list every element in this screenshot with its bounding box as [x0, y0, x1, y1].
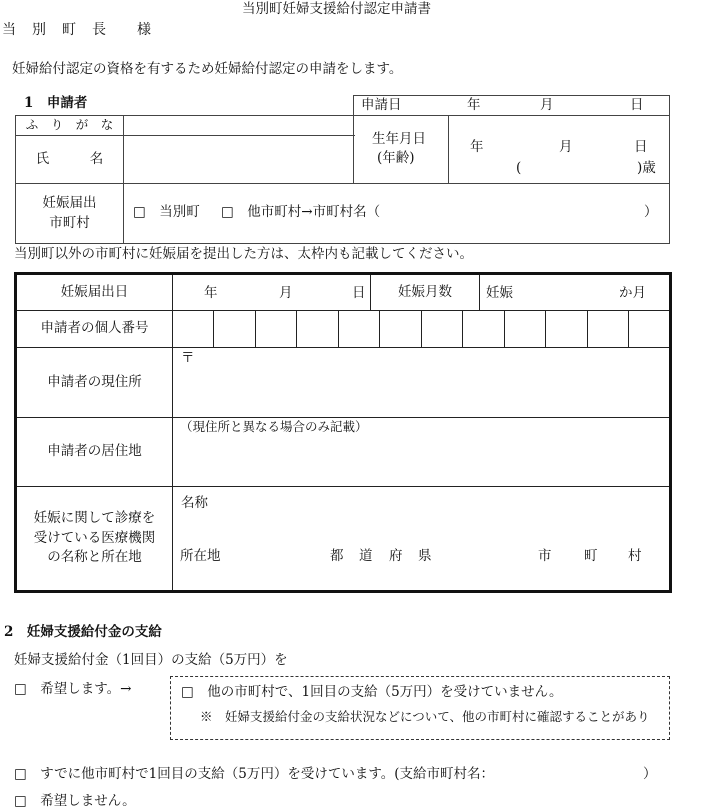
checkbox-other-municipality[interactable]: □ 他市町村→市町村名（: [221, 204, 381, 220]
already-close-paren: ）: [643, 766, 657, 782]
clinic-label: [17, 487, 172, 590]
pregnancy-notice-label-line2: 市町村: [49, 214, 90, 231]
name-input[interactable]: [124, 136, 353, 183]
age-open-paren: (: [516, 160, 522, 176]
personal-number-digit[interactable]: [505, 311, 545, 347]
current-address-input[interactable]: [173, 348, 669, 417]
birthdate-day: 日: [634, 139, 648, 155]
current-address-label: 申請者の現住所: [47, 373, 142, 390]
clinic-label-line1: 妊娠に関して診療を: [33, 510, 156, 527]
municipality-close-paren: ）: [644, 204, 658, 220]
pref-char-do: 道: [359, 548, 373, 564]
clinic-label-line3: の名称と所在地: [47, 549, 142, 566]
section1-heading: 1 申請者: [24, 95, 88, 111]
birthdate-month: 月: [559, 139, 573, 155]
confirmation-note: ※ 妊婦支援給付金の支給状況などについて、他の市町村に確認することがあり: [200, 709, 650, 724]
personal-number-digit[interactable]: [339, 311, 379, 347]
pref-char-to: 都: [330, 548, 344, 564]
personal-number-digit[interactable]: [173, 311, 213, 347]
city-char-shi: 市: [538, 548, 552, 564]
birthdate-label: 生年月日: [372, 131, 426, 147]
application-date-month: 月: [540, 97, 554, 113]
checkbox-already-received[interactable]: □ すでに他市町村で1回目の支給（5万円）を受けています。(支給市町村名：: [14, 766, 495, 782]
personal-number-digit[interactable]: [588, 311, 628, 347]
clinic-name-input[interactable]: [215, 490, 665, 516]
months-unit: か月: [619, 285, 646, 301]
clinic-name-label: 名称: [181, 495, 208, 511]
personal-number-digit[interactable]: [380, 311, 421, 347]
clinic-location-label: 所在地: [180, 548, 221, 564]
other-municipality-input[interactable]: [400, 200, 645, 224]
personal-number-digit[interactable]: [629, 311, 669, 347]
checkbox-not-received[interactable]: □ 他の市町村で、1回目の支給（5万円）を受けていません。: [181, 684, 563, 700]
pregnancy-notice-label-line1: 妊娠届出: [42, 194, 97, 211]
pregnancy-notice-municipality-label: [16, 184, 123, 243]
notice-date-day: 日: [352, 285, 366, 301]
birthdate-year: 年: [470, 139, 484, 155]
checkbox-tobetsu[interactable]: □ 当別町: [133, 204, 200, 220]
personal-number-digit[interactable]: [256, 311, 296, 347]
postal-mark: 〒: [181, 350, 195, 366]
notice-date-year: 年: [204, 285, 218, 301]
paying-municipality-input[interactable]: [555, 762, 643, 784]
personal-number-digit[interactable]: [422, 311, 462, 347]
addressee: 当 別 町 長 様: [2, 22, 152, 38]
application-date-label: 申請日: [361, 97, 402, 113]
application-date-day: 日: [630, 97, 644, 113]
age-unit: )歳: [637, 160, 656, 176]
city-char-mura: 村: [628, 548, 642, 564]
section2-heading: 2 妊婦支援給付金の支給: [4, 624, 162, 640]
notice-date-month: 月: [279, 285, 293, 301]
pref-char-fu: 府: [389, 548, 403, 564]
application-date-year: 年: [467, 97, 481, 113]
note-text: 当別町以外の市町村に妊娠届を提出した方は、太枠内も記載してください。: [14, 246, 473, 262]
furigana-label: ふ り が な: [25, 117, 114, 133]
personal-number-label: 申請者の個人番号: [40, 320, 149, 337]
section2-intro: 妊婦支援給付金（1回目）の支給（5万円）を: [14, 652, 288, 668]
clinic-location-input[interactable]: [230, 542, 665, 572]
personal-number-digit[interactable]: [546, 311, 587, 347]
city-char-machi: 町: [584, 548, 598, 564]
notice-date-label: 妊娠届出日: [60, 283, 129, 300]
residence-input[interactable]: [173, 436, 669, 486]
age-label: (年齢): [377, 150, 415, 166]
pref-char-ken: 県: [418, 548, 432, 564]
name-label: 氏 名: [35, 150, 104, 167]
personal-number-digit[interactable]: [214, 311, 255, 347]
furigana-input[interactable]: [124, 116, 353, 135]
checkbox-not-wish[interactable]: □ 希望しません。: [14, 793, 136, 809]
personal-number-digit[interactable]: [297, 311, 338, 347]
checkbox-wish[interactable]: □ 希望します。→: [14, 681, 132, 697]
document-title: 当別町妊婦支援給付認定申請書: [242, 1, 431, 17]
clinic-label-line2: 受けている医療機関: [33, 529, 156, 546]
residence-note: （現住所と異なる場合のみ記載）: [180, 419, 368, 434]
pregnancy-months-label: 妊娠月数: [398, 283, 452, 300]
personal-number-digit[interactable]: [463, 311, 504, 347]
pregnancy-prefix: 妊娠: [486, 285, 513, 301]
residence-label: 申請者の居住地: [47, 443, 142, 460]
intro-text: 妊婦給付認定の資格を有するため妊婦給付認定の申請をします。: [12, 61, 403, 77]
